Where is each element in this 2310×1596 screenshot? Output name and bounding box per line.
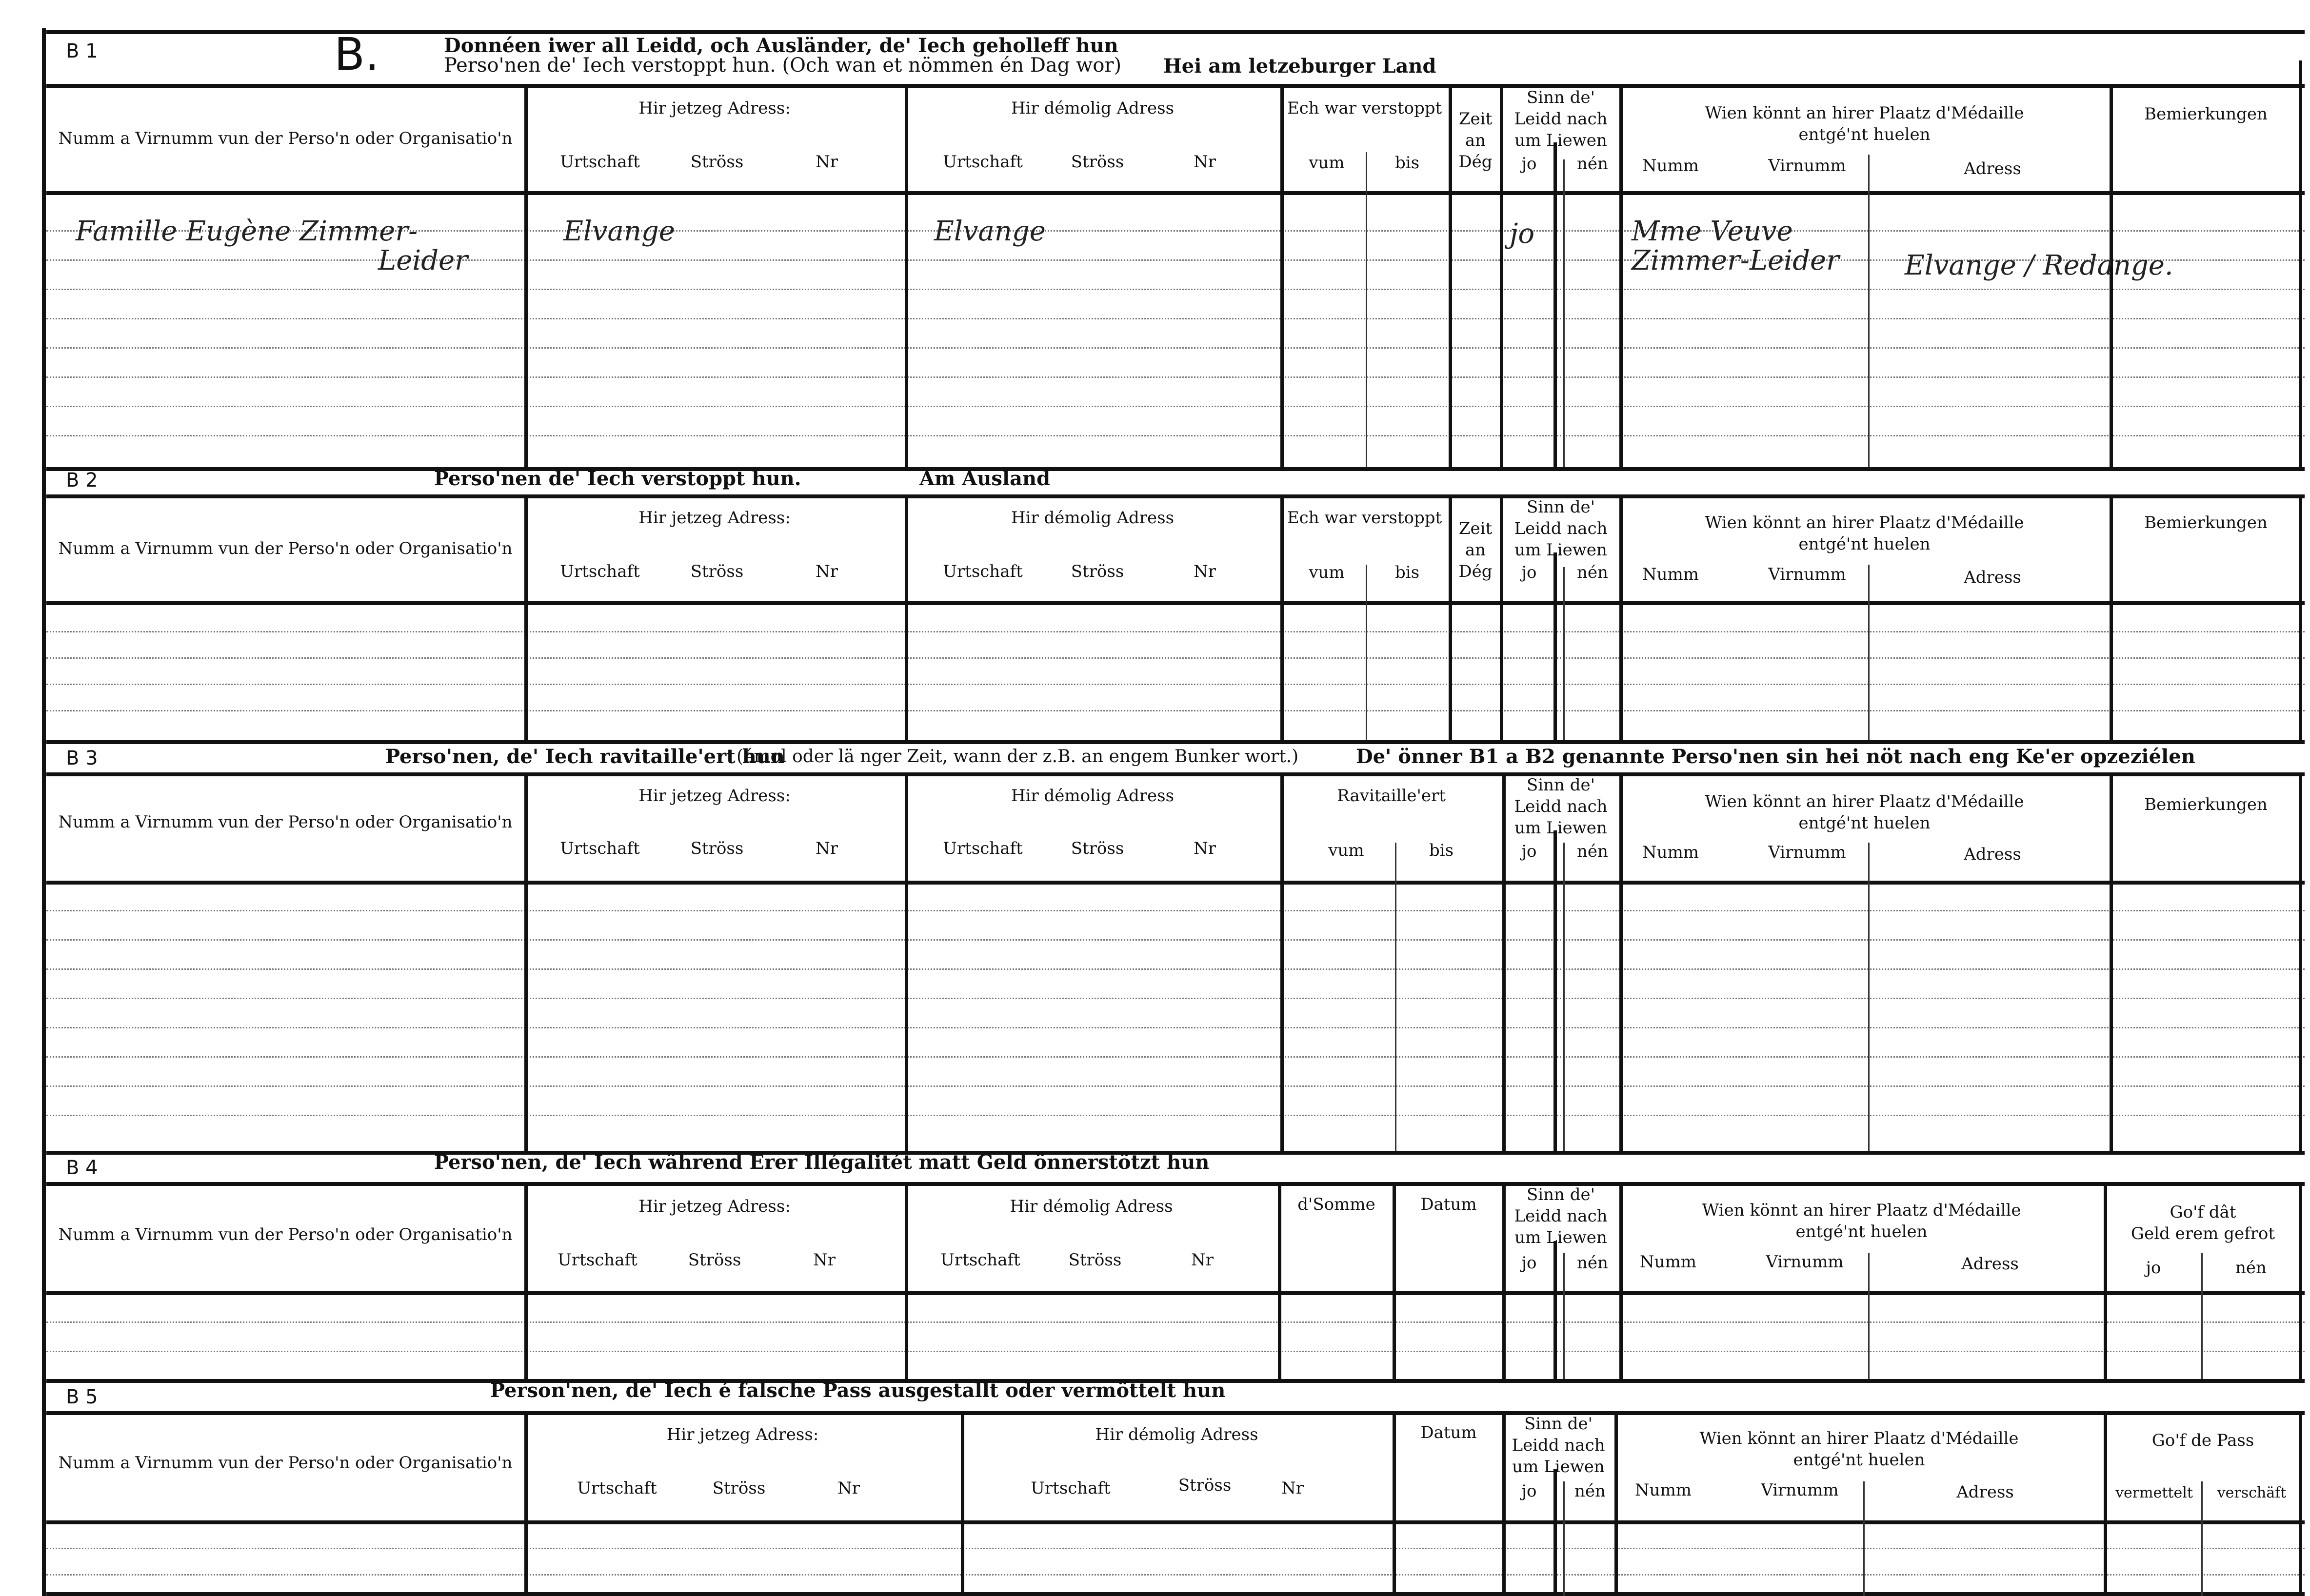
- col-yes: jo: [1521, 842, 1537, 861]
- col-street: Ströss: [1178, 1476, 1232, 1495]
- col-street: Ströss: [1071, 839, 1124, 858]
- intro-line-1: Donnéen iwer all Leidd, och Ausländer, de' Iech geholleff hun: [444, 34, 1118, 57]
- col-street: Ströss: [1071, 562, 1124, 581]
- col-former-address: Hir démolig Adress: [1095, 1425, 1258, 1444]
- col-current-address: Hir jetzeg Adress:: [638, 786, 791, 806]
- col-time: Dég: [1458, 562, 1493, 581]
- col-street: Ströss: [688, 1250, 741, 1270]
- col-number: Nr: [1193, 562, 1216, 581]
- col-current-address: Hir jetzeg Adress:: [638, 508, 791, 528]
- col-remarks: Bemierkungen: [2144, 513, 2268, 532]
- col-medal: Wien könnt an hirer Plaatz d'Médaille: [1705, 103, 2024, 123]
- col-date: Datum: [1420, 1423, 1477, 1442]
- col-medal-first: Virnumm: [1768, 843, 1846, 862]
- col-medal: Wien könnt an hirer Plaatz d'Médaille: [1699, 1429, 2019, 1448]
- col-medal-first: Virnumm: [1768, 565, 1846, 584]
- col-former-address: Hir démolig Adress: [1011, 786, 1175, 806]
- section-title: Perso'nen de' Iech verstoppt hun.: [434, 467, 801, 490]
- col-street: Ströss: [1071, 152, 1124, 172]
- col-to: bis: [1429, 841, 1454, 860]
- col-no: nén: [2235, 1258, 2267, 1278]
- col-medal-address: Adress: [1956, 1482, 2014, 1502]
- handwritten-alive-yes: jo: [1510, 218, 1535, 250]
- col-locality: Urtschaft: [943, 562, 1023, 581]
- col-locality: Urtschaft: [940, 1250, 1020, 1270]
- handwritten-name: Famille Eugène Zimmer-: [76, 216, 418, 247]
- col-no: nén: [1574, 1481, 1606, 1501]
- col-street: Ströss: [1068, 1250, 1122, 1270]
- col-locality: Urtschaft: [558, 1250, 637, 1270]
- col-alive: Leidd nach: [1514, 1206, 1608, 1226]
- col-street: Ströss: [690, 839, 744, 858]
- col-locality: Urtschaft: [560, 839, 640, 858]
- col-alive: Sinn de': [1526, 497, 1595, 517]
- col-street: Ströss: [712, 1478, 766, 1498]
- col-no: nén: [1577, 563, 1608, 582]
- col-name: Numm a Virnumm vun der Perso'n oder Organisatio'n: [58, 1453, 513, 1473]
- section-title: Perso'nen, de' Iech während Erer Illégalitét matt Geld önnerstötzt hun: [434, 1151, 1210, 1174]
- col-name: Numm a Virnumm vun der Perso'n oder Organisatio'n: [58, 539, 513, 558]
- col-time: Zeit: [1458, 519, 1493, 538]
- section-b2: [46, 467, 2305, 740]
- col-yes: jo: [1521, 1481, 1537, 1501]
- intro-line-2: Perso'nen de' Iech verstoppt hun. (Och wan et nömmen én Dag wor): [444, 54, 1122, 77]
- col-pass: Go'f de Pass: [2151, 1431, 2254, 1450]
- col-alive: Sinn de': [1524, 1414, 1593, 1434]
- col-number: Nr: [1193, 152, 1216, 172]
- col-pass-issued: verschäft: [2217, 1484, 2287, 1501]
- section-code: B 4: [66, 1157, 98, 1179]
- col-remarks: Bemierkungen: [2144, 104, 2268, 124]
- col-alive: um Liewen: [1514, 818, 1607, 838]
- col-locality: Urtschaft: [1031, 1478, 1111, 1498]
- col-number: Nr: [1193, 839, 1216, 858]
- col-alive: Sinn de': [1526, 88, 1595, 107]
- col-current-address: Hir jetzeg Adress:: [638, 1197, 791, 1216]
- col-number: Nr: [837, 1478, 860, 1498]
- col-street: Ströss: [690, 152, 744, 172]
- page-left-border: [42, 28, 46, 1596]
- col-medal: Wien könnt an hirer Plaatz d'Médaille: [1702, 1201, 2021, 1220]
- col-medal: entgé'nt huelen: [1795, 1222, 1928, 1241]
- col-medal-address: Adress: [1961, 1254, 2019, 1274]
- col-number: Nr: [815, 839, 838, 858]
- col-name: Numm a Virnumm vun der Perso'n oder Organisatio'n: [58, 129, 513, 148]
- col-number: Nr: [815, 562, 838, 581]
- col-medal-name: Numm: [1639, 1252, 1697, 1272]
- col-medal: entgé'nt huelen: [1798, 125, 1931, 144]
- handwritten-name: Leider: [378, 245, 468, 276]
- col-alive: Sinn de': [1526, 775, 1595, 795]
- col-alive: um Liewen: [1512, 1457, 1605, 1477]
- section-code: B 1: [66, 40, 98, 62]
- section-note-2: De' önner B1 a B2 genannte Perso'nen sin hei nöt nach eng Ke'er opzeziélen: [1356, 745, 2195, 768]
- handwritten-current-locality: Elvange: [563, 216, 675, 247]
- col-alive: Sinn de': [1526, 1185, 1595, 1204]
- section-note: (émol oder lä nger Zeit, wann der z.B. an engem Bunker wort.): [737, 747, 1299, 767]
- handwritten-medal-name: Zimmer-Leider: [1632, 245, 1839, 276]
- section-title: Person'nen, de' Iech é falsche Pass ausgestallt oder vermöttelt hun: [490, 1379, 1226, 1402]
- col-medal: entgé'nt huelen: [1798, 813, 1931, 833]
- section-code: B 2: [66, 469, 98, 492]
- col-medal-address: Adress: [1964, 845, 2021, 864]
- col-locality: Urtschaft: [577, 1478, 657, 1498]
- col-locality: Urtschaft: [560, 562, 640, 581]
- col-medal: Wien könnt an hirer Plaatz d'Médaille: [1705, 792, 2024, 811]
- col-name: Numm a Virnumm vun der Perso'n oder Organisatio'n: [58, 1225, 513, 1244]
- col-hidden: Ech war verstoppt: [1287, 99, 1442, 118]
- col-from: vum: [1309, 563, 1345, 582]
- col-current-address: Hir jetzeg Adress:: [638, 99, 791, 118]
- col-medal-address: Adress: [1964, 159, 2021, 178]
- col-number: Nr: [813, 1250, 836, 1270]
- col-money-asked: Go'f dât: [2170, 1202, 2236, 1222]
- col-yes: jo: [2146, 1258, 2161, 1278]
- col-locality: Urtschaft: [560, 152, 640, 172]
- col-yes: jo: [1521, 1253, 1537, 1273]
- col-hidden: Ech war verstoppt: [1287, 508, 1442, 528]
- col-time: an: [1465, 131, 1486, 150]
- col-pass-mediated: vermettelt: [2115, 1484, 2193, 1501]
- col-to: bis: [1394, 563, 1420, 582]
- col-remarks: Bemierkungen: [2144, 795, 2268, 814]
- col-from: vum: [1328, 841, 1364, 860]
- intro-place: Hei am letzeburger Land: [1163, 55, 1436, 78]
- col-no: nén: [1577, 154, 1608, 174]
- col-no: nén: [1577, 842, 1608, 861]
- form-letter: B.: [334, 28, 379, 80]
- col-medal-address: Adress: [1964, 568, 2021, 587]
- col-name: Numm a Virnumm vun der Perso'n oder Organisatio'n: [58, 812, 513, 832]
- col-former-address: Hir démolig Adress: [1010, 1197, 1173, 1216]
- col-street: Ströss: [690, 562, 744, 581]
- col-locality: Urtschaft: [943, 839, 1023, 858]
- col-medal-name: Numm: [1642, 843, 1699, 862]
- col-medal-first: Virnumm: [1761, 1480, 1839, 1500]
- col-alive: Leidd nach: [1512, 1436, 1605, 1455]
- col-current-address: Hir jetzeg Adress:: [666, 1425, 819, 1444]
- handwritten-medal-address: Elvange / Redange.: [1905, 250, 2173, 281]
- col-alive: um Liewen: [1514, 540, 1607, 560]
- col-supplied: Ravitaille'ert: [1337, 786, 1446, 806]
- handwritten-former-locality: Elvange: [934, 216, 1046, 247]
- col-alive: um Liewen: [1514, 1228, 1607, 1247]
- col-medal-first: Virnumm: [1766, 1252, 1844, 1272]
- col-alive: Leidd nach: [1514, 519, 1608, 538]
- col-yes: jo: [1521, 563, 1537, 582]
- col-time: Zeit: [1458, 109, 1493, 129]
- col-yes: jo: [1521, 154, 1537, 174]
- col-former-address: Hir démolig Adress: [1011, 99, 1175, 118]
- section-code: B 5: [66, 1386, 98, 1408]
- col-no: nén: [1577, 1253, 1608, 1273]
- section-place: Am Ausland: [919, 467, 1051, 490]
- col-to: bis: [1394, 153, 1420, 173]
- col-medal: entgé'nt huelen: [1793, 1450, 1925, 1470]
- col-number: Nr: [1281, 1478, 1304, 1498]
- col-number: Nr: [815, 152, 838, 172]
- col-medal: entgé'nt huelen: [1798, 534, 1931, 554]
- col-number: Nr: [1191, 1250, 1214, 1270]
- col-money-asked: Geld erem gefrot: [2131, 1224, 2275, 1243]
- col-alive: Leidd nach: [1514, 797, 1608, 816]
- col-date: Datum: [1420, 1195, 1477, 1214]
- section-code: B 3: [66, 747, 98, 769]
- col-former-address: Hir démolig Adress: [1011, 508, 1175, 528]
- col-medal-name: Numm: [1642, 565, 1699, 584]
- col-medal-name: Numm: [1634, 1480, 1692, 1500]
- col-medal-first: Virnumm: [1768, 156, 1846, 176]
- section-title: Perso'nen, de' Iech ravitaille'ert hun: [385, 745, 785, 768]
- col-alive: Leidd nach: [1514, 109, 1608, 129]
- handwritten-medal-name: Mme Veuve: [1632, 216, 1793, 247]
- col-locality: Urtschaft: [943, 152, 1023, 172]
- col-from: vum: [1309, 153, 1345, 173]
- col-medal: Wien könnt an hirer Plaatz d'Médaille: [1705, 513, 2024, 532]
- section-b3: [46, 740, 2305, 1151]
- col-medal-name: Numm: [1642, 156, 1699, 176]
- col-time: Dég: [1458, 152, 1493, 172]
- col-alive: um Liewen: [1514, 131, 1607, 150]
- section-b1: [46, 30, 2305, 469]
- section-b4: [46, 1151, 2305, 1379]
- section-b5: [46, 1379, 2305, 1596]
- col-time: an: [1465, 540, 1486, 560]
- col-sum: d'Somme: [1297, 1195, 1375, 1214]
